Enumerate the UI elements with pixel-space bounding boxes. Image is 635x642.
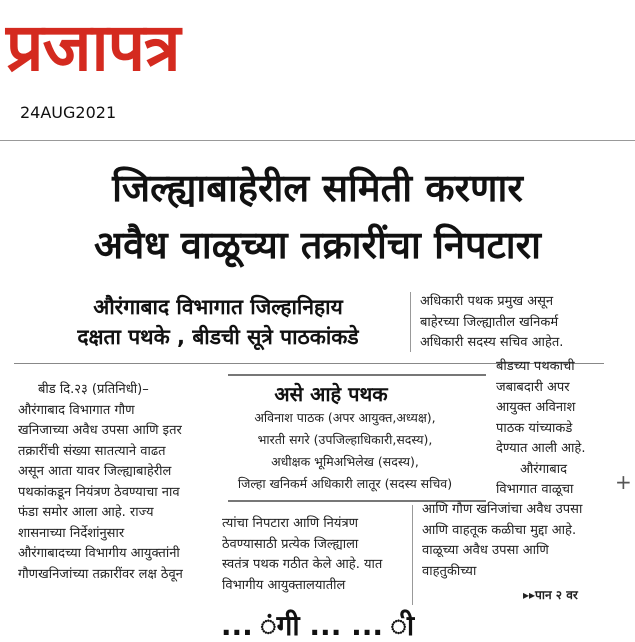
text-line: अधिकारी सदस्य सचिव आहेत. (420, 335, 564, 350)
text-line: देण्यात आली आहे. (496, 441, 586, 456)
top-divider (0, 140, 635, 141)
publication-date: 24AUG2021 (20, 103, 117, 122)
text-line: वाळूच्या अवैध उपसा आणि (422, 543, 549, 558)
text-line: आणि वाहतूक कळीचा मुद्दा आहे. (422, 522, 577, 538)
subheadline-line-2: दक्षता पथके , बीडची सूत्रे पाठकांकडे (77, 325, 359, 349)
box-top-rule (228, 374, 486, 376)
text-line: जबाबदारी अपर (496, 379, 570, 395)
column-divider-bottom (412, 505, 413, 605)
headline-line-2: अवैध वाळूच्या तक्रारींचा निपटारा (94, 223, 541, 267)
text-line: आयुक्त अविनाश (496, 400, 576, 415)
headline-line-1: जिल्ह्याबाहेरील समिती करणार (112, 166, 523, 210)
text-line: वाहतुकीच्या (422, 563, 477, 579)
article-column-left (18, 380, 200, 585)
text-line: औरंगाबाद विभागात गौण (18, 402, 135, 418)
text-line: बीडच्या पथकाची (496, 359, 575, 374)
text-line: पाठक यांच्याकडे (496, 420, 573, 436)
team-box-title: असे आहे पथक (274, 382, 388, 406)
team-member: अधीक्षक भूमिअभिलेख (सदस्य), (271, 454, 419, 469)
column-divider (410, 292, 411, 352)
text-line: औरंगाबादच्या विभागीय आयुक्तांनी (18, 546, 180, 561)
text-line: स्वतंत्र पथक गठीत केले आहे. यात (222, 557, 383, 572)
subheadline-line-1: औरंगाबाद विभागात जिल्हानिहाय (93, 295, 343, 319)
article-column-mid (222, 514, 408, 596)
article-column-right (496, 357, 606, 501)
text-line: विभागात वाळूचा (496, 482, 574, 497)
team-member: जिल्हा खनिकर्म अधिकारी लातूर (सदस्य सचिव) (237, 476, 453, 491)
text-line: पथकांकडून नियंत्रण ठेवण्याचा नाव (18, 484, 180, 500)
text-line: तक्रारींची संख्या सातत्याने वाढत (18, 443, 166, 459)
masthead-title: प्रजापत्र (6, 8, 180, 86)
text-line: खनिजाच्या अवैध उपसा आणि इतर (18, 423, 182, 438)
masthead-logo (6, 6, 306, 88)
continued-on-page-label: ▸▸पान २ वर (523, 588, 578, 602)
text-line: बाहेरच्या जिल्ह्यातील खनिकर्म (420, 314, 559, 330)
team-member: भारती सगरे (उपजिल्हाधिकारी,सदस्य), (257, 432, 433, 447)
text-line: असून आता यावर जिल्ह्याबाहेरील (18, 464, 172, 479)
text-line: अधिकारी पथक प्रमुख असून (420, 294, 554, 309)
team-member: अविनाश पाठक (अपर आयुक्त,अध्यक्ष), (254, 410, 436, 425)
article-column-right-top (420, 292, 605, 354)
text-line: शासनाच्या निर्देशांनुसार (18, 525, 125, 541)
article-column-right-bottom (422, 500, 606, 582)
text-line: त्यांचा निपटारा आणि नियंत्रण (222, 516, 359, 531)
crosshair-icon: + (615, 470, 632, 494)
text-line: विभागीय आयुक्तालयातील (222, 577, 346, 593)
text-line: आणि गौण खनिजांचा अवैध उपसा (422, 502, 583, 517)
text-line: ठेवण्यासाठी प्रत्येक जिल्ह्याला (222, 536, 359, 552)
next-article-headline-fragment (0, 609, 635, 642)
next-headline-text: ... ंगी ... ... ी (220, 609, 415, 642)
text-line: गौणखनिजांच्या तक्रारींवर लक्ष ठेवून (18, 566, 183, 582)
text-line: औरंगाबाद (520, 461, 567, 477)
text-line: फंडा समोर आला आहे. राज्य (18, 505, 154, 520)
text-line: बीड दि.२३ (प्रतिनिधी)– (38, 382, 149, 397)
